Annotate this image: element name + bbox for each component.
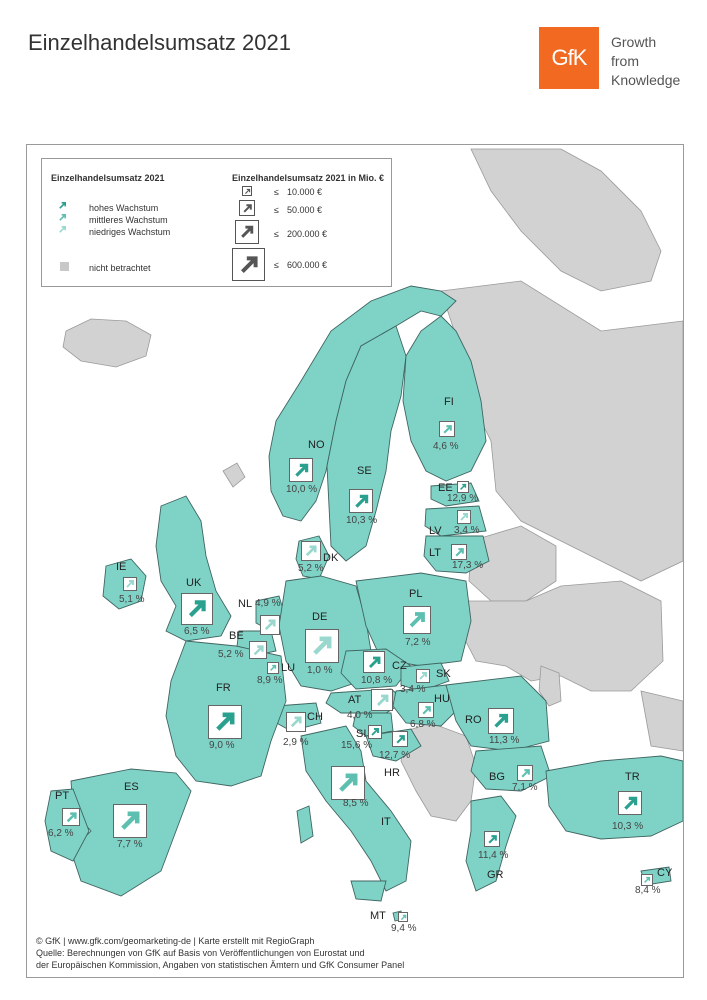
growth-arrow-icon[interactable] [403, 606, 431, 634]
size-op-1: ≤ [274, 187, 279, 197]
source-line-2: Quelle: Berechnungen von GfK auf Basis von Veröffentlichungen von Eurostat und [36, 948, 365, 958]
greenland-region [471, 149, 661, 291]
country-label-mt: MT [370, 910, 386, 922]
growth-arrow-icon[interactable] [349, 489, 373, 513]
country-label-lt: LT [429, 547, 442, 559]
growth-arrow-icon[interactable] [371, 689, 393, 711]
country-label-lv: LV [429, 525, 442, 537]
growth-arrow-icon[interactable] [123, 577, 137, 591]
country-value-at: 4,0 % [347, 710, 373, 721]
bulgaria-shape [471, 746, 551, 791]
growth-arrow-icon[interactable] [305, 629, 339, 663]
size-200000-icon [235, 220, 259, 244]
country-value-hu: 6,8 % [410, 719, 436, 730]
country-value-lu: 8,9 % [257, 675, 283, 686]
growth-arrow-icon[interactable] [363, 651, 385, 673]
country-label-uk: UK [186, 577, 202, 589]
country-label-pl: PL [409, 588, 423, 600]
country-value-es: 7,7 % [117, 839, 143, 850]
mid-growth-icon [58, 213, 67, 222]
source-note [36, 935, 436, 971]
country-label-ro: RO [465, 714, 482, 726]
size-value-4: 600.000 € [287, 260, 328, 270]
logo-line-2: from [611, 53, 639, 69]
growth-arrow-icon[interactable] [484, 831, 500, 847]
growth-arrow-icon[interactable] [62, 808, 80, 826]
country-value-se: 10,3 % [346, 515, 378, 526]
sardinia-shape [297, 806, 313, 843]
country-label-se: SE [357, 465, 372, 477]
size-value-2: 50.000 € [287, 205, 323, 215]
country-label-cz: CZ [392, 660, 407, 672]
country-label-tr: TR [625, 771, 640, 783]
country-label-es: ES [124, 781, 139, 793]
svalbard-region [223, 463, 245, 487]
country-label-fr: FR [216, 682, 231, 694]
growth-arrow-icon[interactable] [488, 708, 514, 734]
growth-arrow-icon[interactable] [260, 615, 280, 635]
country-value-pt: 6,2 % [48, 828, 74, 839]
logo-tagline [611, 33, 680, 90]
country-value-ee: 12,9 % [447, 493, 479, 504]
legend-high-growth: hohes Wachstum [89, 203, 159, 213]
growth-arrow-icon[interactable] [208, 705, 242, 739]
size-op-4: ≤ [274, 260, 279, 270]
source-line-1: © GfK | www.gfk.com/geomarketing-de | Karte erstellt mit RegioGraph [36, 936, 315, 946]
country-label-si: SI [356, 728, 367, 740]
logo-mark: GfK [551, 45, 587, 70]
iceland-region [63, 319, 151, 367]
country-label-bg: BG [489, 771, 505, 783]
country-value-nl: 4,9 % [255, 598, 281, 609]
growth-arrow-icon[interactable] [368, 725, 382, 739]
gfk-logo [539, 27, 599, 89]
legend-low-growth: niedriges Wachstum [89, 227, 171, 237]
growth-arrow-icon[interactable] [301, 541, 321, 561]
legend-mid-growth: mittleres Wachstum [89, 215, 168, 225]
country-value-lt: 17,3 % [452, 560, 484, 571]
page-title: Einzelhandelsumsatz 2021 [28, 30, 291, 55]
size-50000-icon [239, 200, 255, 216]
country-value-bg: 7,1 % [512, 782, 538, 793]
country-label-pt: PT [55, 790, 70, 802]
country-value-uk: 6,5 % [184, 626, 210, 637]
country-value-no: 10,0 % [286, 484, 318, 495]
growth-arrow-icon[interactable] [181, 593, 213, 625]
country-label-hr: HR [384, 767, 400, 779]
country-label-de: DE [312, 611, 328, 623]
country-label-gr: GR [487, 869, 504, 881]
country-label-sk: SK [436, 668, 451, 680]
country-label-dk: DK [323, 552, 339, 564]
country-value-cy: 8,4 % [635, 885, 661, 896]
logo-line-3: Knowledge [611, 72, 681, 88]
country-value-ie: 5,1 % [119, 594, 145, 605]
country-label-ch: CH [307, 711, 323, 723]
country-label-at: AT [348, 694, 362, 706]
country-value-tr: 10,3 % [612, 821, 644, 832]
low-growth-icon [58, 225, 67, 234]
legend-heading-right: Einzelhandelsumsatz 2021 in Mio. € [232, 173, 385, 183]
not-considered-swatch [60, 262, 69, 271]
legend-not-considered: nicht betrachtet [89, 263, 151, 273]
growth-arrow-icon[interactable] [457, 510, 471, 524]
country-value-de: 1,0 % [307, 665, 333, 676]
country-value-ro: 11,3 % [489, 735, 520, 746]
country-label-cy: CY [657, 867, 673, 879]
legend-heading-left: Einzelhandelsumsatz 2021 [51, 173, 165, 183]
growth-arrow-icon[interactable] [286, 712, 306, 732]
logo-line-1: Growth [611, 34, 657, 50]
country-label-fi: FI [444, 396, 454, 408]
size-op-3: ≤ [274, 229, 279, 239]
country-value-pl: 7,2 % [405, 637, 431, 648]
growth-arrow-icon[interactable] [451, 544, 467, 560]
growth-arrow-icon[interactable] [457, 481, 469, 493]
growth-arrow-icon[interactable] [618, 791, 642, 815]
growth-arrow-icon[interactable] [289, 458, 313, 482]
legend [41, 158, 392, 287]
country-value-dk: 5,2 % [298, 563, 324, 574]
country-value-it: 8,5 % [343, 798, 369, 809]
size-10000-icon [242, 186, 252, 196]
growth-arrow-icon[interactable] [439, 421, 455, 437]
country-value-hr: 12,7 % [379, 750, 411, 761]
growth-arrow-icon[interactable] [392, 731, 408, 747]
country-value-gr: 11,4 % [478, 850, 509, 861]
country-value-ch: 2,9 % [283, 737, 309, 748]
country-label-lu: LU [281, 662, 296, 674]
country-value-lv: 3,4 % [454, 525, 480, 536]
country-value-fr: 9,0 % [209, 740, 235, 751]
country-label-it: IT [381, 816, 391, 828]
country-label-hu: HU [434, 693, 450, 705]
growth-arrow-icon[interactable] [517, 765, 533, 781]
growth-arrow-icon[interactable] [249, 641, 267, 659]
size-value-3: 200.000 € [287, 229, 328, 239]
country-label-no: NO [308, 439, 325, 451]
size-value-1: 10.000 € [287, 187, 323, 197]
growth-arrow-icon[interactable] [418, 702, 434, 718]
growth-arrow-icon[interactable] [398, 912, 408, 922]
source-line-3: der Europäischen Kommission, Angaben von statistischen Ämtern und GfK Consumer Panel [36, 960, 405, 970]
country-value-be: 5,2 % [218, 649, 244, 660]
growth-arrow-icon[interactable] [267, 662, 279, 674]
growth-arrow-icon[interactable] [416, 669, 430, 683]
sicily-shape [351, 881, 386, 901]
country-label-ie: IE [116, 561, 127, 573]
country-label-ee: EE [438, 482, 453, 494]
country-value-si: 15,6 % [341, 740, 373, 751]
size-op-2: ≤ [274, 205, 279, 215]
country-label-nl: NL [238, 598, 253, 610]
country-value-cz: 10,8 % [361, 675, 393, 686]
country-value-fi: 4,6 % [433, 441, 459, 452]
country-label-be: BE [229, 630, 244, 642]
caucasus-region [641, 691, 683, 751]
high-growth-icon [58, 201, 67, 210]
growth-arrow-icon[interactable] [331, 766, 365, 800]
country-value-mt: 9,4 % [391, 923, 417, 934]
size-600000-icon [232, 248, 265, 281]
country-value-sk: 3,4 % [400, 684, 426, 695]
growth-arrow-icon[interactable] [113, 804, 147, 838]
